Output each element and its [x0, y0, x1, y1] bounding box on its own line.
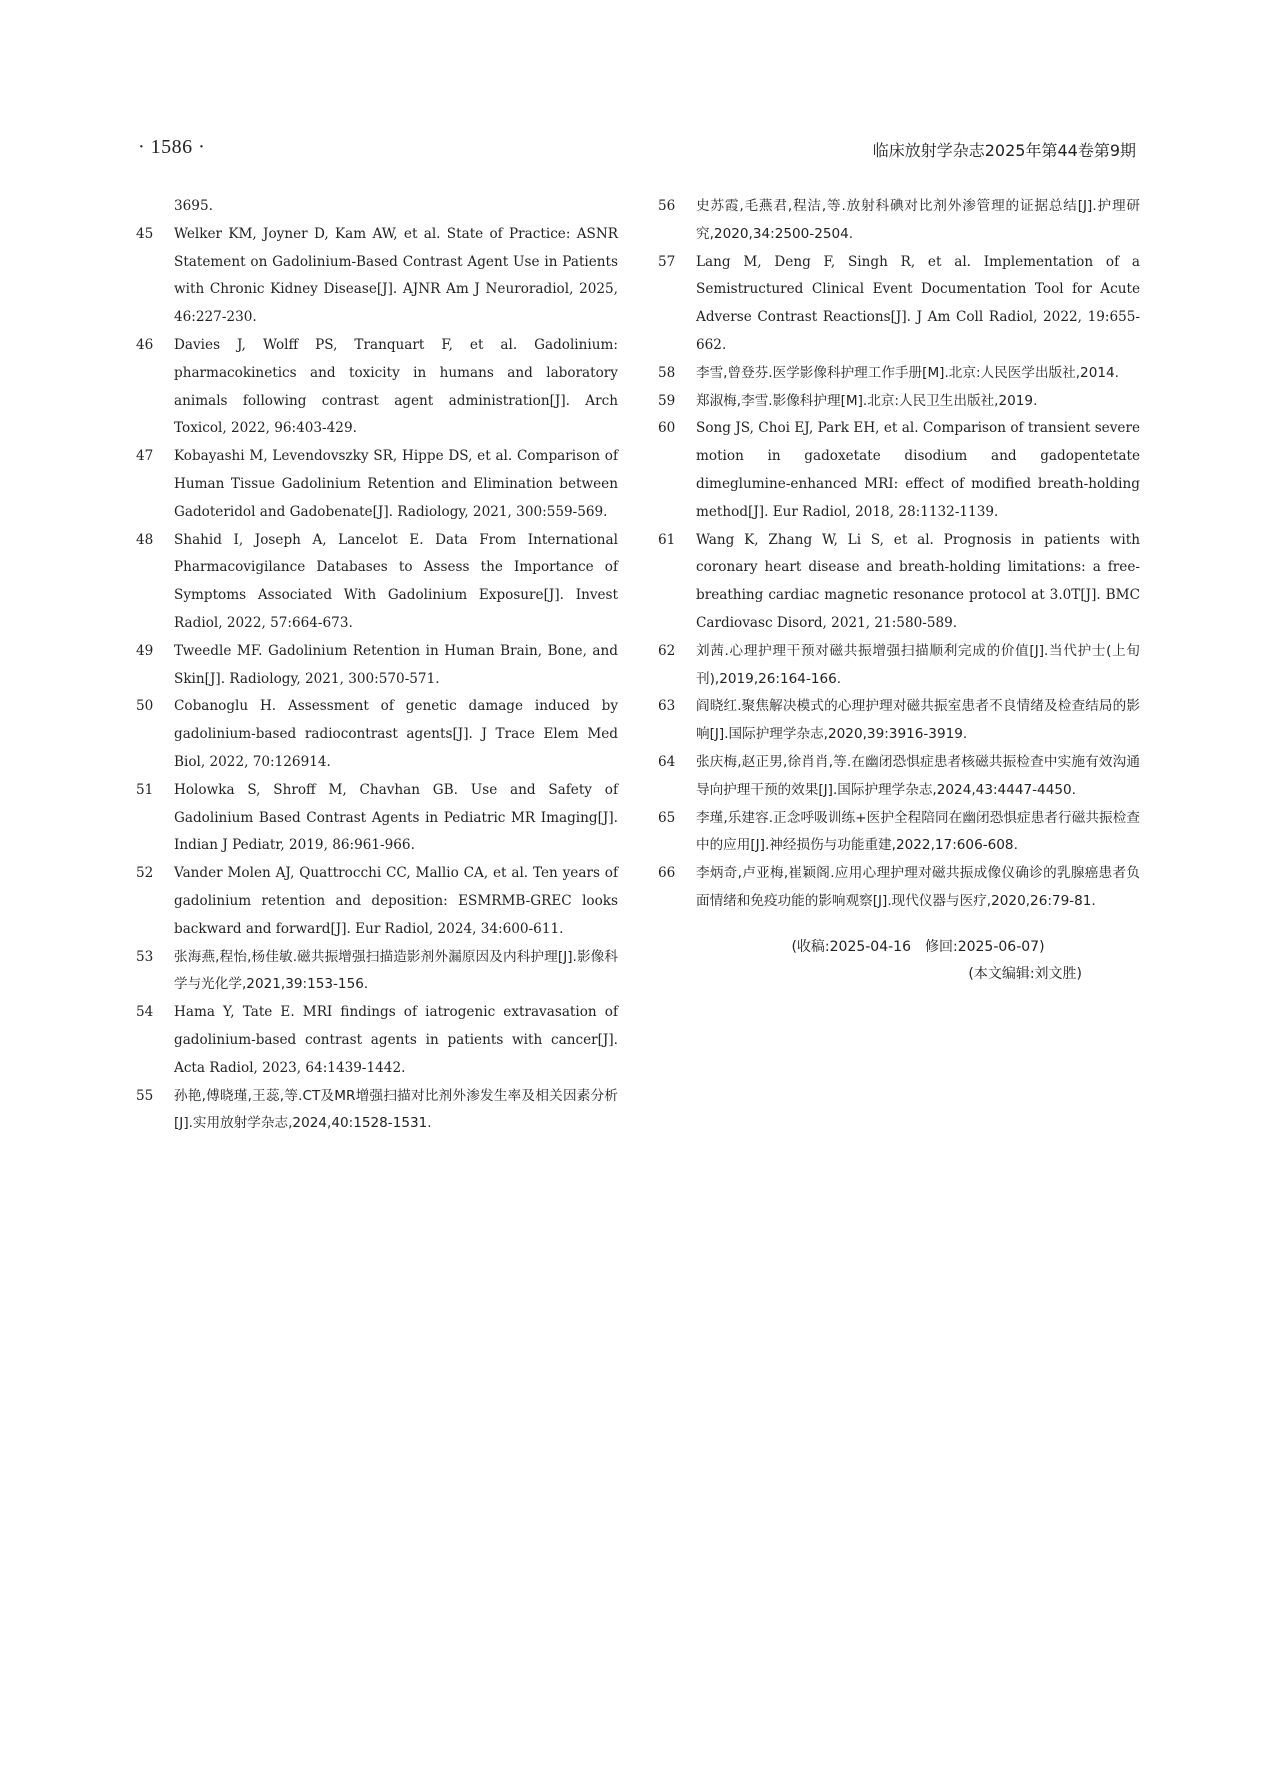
reference-number: 55 [136, 1087, 154, 1104]
left-reference-list [136, 221, 618, 1138]
reference-text: Lang M, Deng F, Singh R, et al. Implementation of a Semistructured Clinical Event Documentation Tool for Acute Adverse Contrast Reactions[J]. J Am Coll Radiol, 2022, 19:655-662. [696, 253, 1140, 353]
reference-item [136, 527, 618, 638]
reference-text: Holowka S, Shroff M, Chavhan GB. Use and Safety of Gadolinium Based Contrast Agents in Pediatric MR Imaging[J]. Indian J Pediatr, 2019, 86:961-966. [174, 781, 618, 854]
reference-text: 史苏霞,毛燕君,程洁,等.放射科碘对比剂外渗管理的证据总结[J].护理研究,2020,34:2500-2504. [696, 198, 1140, 242]
reference-text: Davies J, Wolff PS, Tranquart F, et al. Gadolinium: pharmacokinetics and toxicity in humans and laboratory animals following contrast agent administration[J]. Arch Toxicol, 2022, 96:403-429. [174, 336, 618, 437]
reference-number: 49 [136, 642, 154, 659]
reference-number: 47 [136, 448, 154, 465]
reference-number: 50 [136, 698, 154, 715]
reference-number: 60 [658, 420, 676, 437]
reference-number: 57 [658, 253, 676, 270]
reference-item [658, 527, 1140, 638]
reference-text: Wang K, Zhang W, Li S, et al. Prognosis in patients with coronary heart disease and breath-holding limitations: a free-breathing cardiac magnetic resonance protocol at 3.0T[J]. BMC Cardiovasc Disord, 2021, 21:580-589. [696, 531, 1140, 631]
reference-text: 李雪,曾登芬.医学影像科护理工作手册[M].北京:人民医学出版社,2014. [696, 364, 1119, 381]
reference-text: 郑淑梅,李雪.影像科护理[M].北京:人民卫生出版社,2019. [696, 392, 1038, 409]
reference-item [136, 443, 618, 526]
reference-text: Hama Y, Tate E. MRI findings of iatrogenic extravasation of gadolinium-based contrast agents in patients with cancer[J]. Acta Radiol, 2023, 64:1439-1442. [174, 1004, 618, 1076]
right-reference-list [658, 193, 1140, 916]
page-header [138, 136, 1136, 166]
reference-number: 58 [658, 364, 676, 381]
reference-text: Tweedle MF. Gadolinium Retention in Human Brain, Bone, and Skin[J]. Radiology, 2021, 300:570-571. [174, 642, 618, 687]
reference-item [136, 944, 618, 1000]
reference-item [658, 638, 1140, 694]
reference-number: 46 [136, 336, 154, 353]
reference-continuation: 3695. [174, 198, 213, 214]
reference-number: 65 [658, 809, 676, 826]
reference-item [658, 415, 1140, 526]
reference-text: 李瑾,乐建容.正念呼吸训练+医护全程陪同在幽闭恐惧症患者行磁共振检查中的应用[J].神经损伤与功能重建,2022,17:606-608. [696, 809, 1140, 854]
reference-number: 66 [658, 865, 676, 882]
reference-text: Vander Molen AJ, Quattrocchi CC, Mallio CA, et al. Ten years of gadolinium retention and deposition: ESMRMB-GREC looks backward and forward[J]. Eur Radiol, 2024, 34:600-611. [174, 865, 618, 937]
reference-number: 45 [136, 225, 154, 242]
reference-number: 48 [136, 531, 154, 548]
reference-number: 53 [136, 948, 154, 965]
reference-text: 刘茜.心理护理干预对磁共振增强扫描顺利完成的价值[J].当代护士(上旬刊),2019,26:164-166. [696, 642, 1140, 687]
reference-text: Song JS, Choi EJ, Park EH, et al. Comparison of transient severe motion in gadoxetate disodium and gadopentetate dimeglumine-enhanced MRI: effect of modified breath-holding method[J]. Eur Radiol, 2018, 28:1132-1139. [696, 420, 1140, 520]
reference-text: Shahid I, Joseph A, Lancelot E. Data From International Pharmacovigilance Databases to Assess the Importance of Symptoms Associated With Gadolinium Exposure[J]. Invest Radiol, 2022, 57:664-673. [174, 531, 618, 631]
references-right-column [658, 193, 1140, 988]
reference-text: 张庆梅,赵正男,徐肖肖,等.在幽闭恐惧症患者核磁共振检查中实施有效沟通导向护理干预的效果[J].国际护理学杂志,2024,43:4447-4450. [696, 753, 1140, 798]
reference-item [136, 221, 618, 332]
reference-item [658, 693, 1140, 749]
reference-item [658, 749, 1140, 805]
reference-item [136, 332, 618, 443]
editor-note: (本文编辑:刘文胜) [968, 965, 1082, 982]
reference-text: 阎晓红.聚焦解决模式的心理护理对磁共振室患者不良情绪及检查结局的影响[J].国际护理学杂志,2020,39:3916-3919. [696, 698, 1140, 743]
reference-item [136, 1083, 618, 1139]
reference-item [136, 638, 618, 694]
reference-text: Kobayashi M, Levendovszky SR, Hippe DS, et al. Comparison of Human Tissue Gadolinium Retention and Elimination between Gadoteridol and Gadobenate[J]. Radiology, 2021, 300:559-569. [174, 448, 618, 520]
reference-text: Cobanoglu H. Assessment of genetic damage induced by gadolinium-based radiocontrast agents[J]. J Trace Elem Med Biol, 2022, 70:126914. [174, 698, 618, 770]
reference-text: 孙艳,傅晓瑾,王蕊,等.CT及MR增强扫描对比剂外渗发生率及相关因素分析[J].实用放射学杂志,2024,40:1528-1531. [174, 1087, 618, 1132]
reference-text: 李炳奇,卢亚梅,崔颖阁.应用心理护理对磁共振成像仪确诊的乳腺癌患者负面情绪和免疫功能的影响观察[J].现代仪器与医疗,2020,26:79-81. [696, 865, 1140, 909]
reference-item [136, 860, 618, 943]
reference-item [136, 777, 618, 860]
reference-text: Welker KM, Joyner D, Kam AW, et al. State of Practice: ASNR Statement on Gadolinium-Based Contrast Agent Use in Patients with Chronic Kidney Disease[J]. AJNR Am J Neuroradiol, 2025, 46:227-230. [174, 225, 618, 326]
received-dates: (收稿:2025-04-16 修回:2025-06-07) [791, 938, 1045, 955]
reference-item [658, 249, 1140, 360]
page-number: · 1586 · [138, 136, 206, 158]
reference-item [658, 860, 1140, 916]
reference-number: 52 [136, 865, 154, 882]
reference-number: 56 [658, 198, 676, 214]
references-left-column [136, 193, 618, 1138]
reference-item [658, 388, 1140, 416]
reference-item [136, 693, 618, 776]
reference-number: 54 [136, 1004, 154, 1021]
reference-text: 张海燕,程怡,杨佳敏.磁共振增强扫描造影剂外漏原因及内科护理[J].影像科学与光化学,2021,39:153-156. [174, 948, 618, 993]
reference-number: 62 [658, 642, 676, 659]
reference-number: 59 [658, 392, 676, 409]
reference-item [658, 805, 1140, 861]
journal-title: 临床放射学杂志2025年第44卷第9期 [872, 141, 1136, 160]
reference-number: 63 [658, 698, 676, 715]
reference-item [136, 999, 618, 1082]
reference-number: 64 [658, 753, 676, 770]
reference-number: 61 [658, 531, 676, 548]
reference-item [658, 360, 1140, 388]
reference-item [658, 193, 1140, 249]
reference-number: 51 [136, 781, 154, 798]
